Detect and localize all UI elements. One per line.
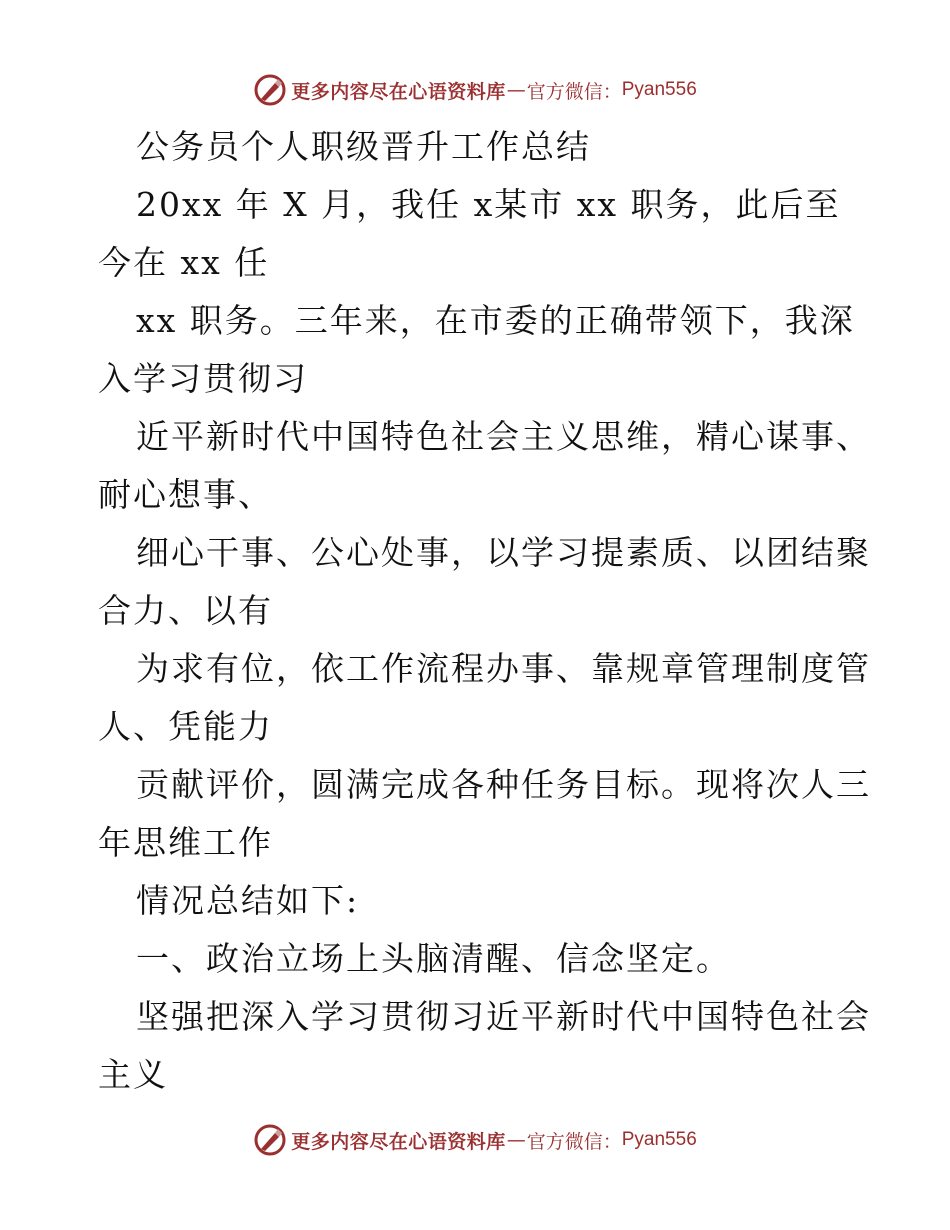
paragraph-line: 主义 [98, 1055, 168, 1094]
pen-nib-circle-icon [253, 1123, 287, 1157]
paragraph-line: 耐心想事、 [98, 475, 273, 514]
footer-watermark-banner [0, 1120, 950, 1160]
paragraph-line: 情况总结如下: [136, 881, 360, 920]
document-title: 公务员个人职级晋升工作总结 [136, 127, 591, 166]
banner-dash: — [506, 79, 526, 101]
paragraph-line: 合力、以有 [98, 591, 273, 630]
paragraph-line: xx 职务。三年来，在市委的正确带领下，我深 [136, 301, 855, 340]
paragraph-line: 入学习贯彻习 [98, 359, 308, 398]
section-heading: 一、政治立场上头脑清醒、信念坚定。 [136, 939, 731, 978]
document-body [98, 118, 871, 1104]
banner-text: 更多内容尽在心语资料库 [291, 80, 506, 103]
banner-text: 更多内容尽在心语资料库 [291, 1130, 506, 1153]
paragraph-line: 今在 xx 任 [98, 243, 270, 282]
paragraph-line: 20xx 年 X 月，我任 x某市 xx 职务，此后至 [136, 185, 841, 224]
banner-wechat-id: Pyan556 [621, 79, 697, 100]
banner-wechat-id: Pyan556 [621, 1129, 697, 1150]
banner-dash: — [506, 1129, 526, 1151]
banner-wechat-label: 官方微信： [526, 80, 622, 103]
paragraph-line: 年思维工作 [98, 823, 273, 862]
paragraph-line: 细心干事、公心处事，以学习提素质、以团结聚 [136, 533, 871, 572]
paragraph-line: 为求有位，依工作流程办事、靠规章管理制度管 [136, 649, 871, 688]
paragraph-line: 贡献评价，圆满完成各种任务目标。现将次人三 [136, 765, 871, 804]
paragraph-line: 人、凭能力 [98, 707, 273, 746]
pen-nib-circle-icon [253, 73, 287, 107]
header-watermark-banner [0, 70, 950, 110]
paragraph-line: 近平新时代中国特色社会主义思维，精心谋事、 [136, 417, 871, 456]
paragraph-line: 坚强把深入学习贯彻习近平新时代中国特色社会 [136, 997, 871, 1036]
banner-wechat-label: 官方微信： [526, 1130, 622, 1153]
